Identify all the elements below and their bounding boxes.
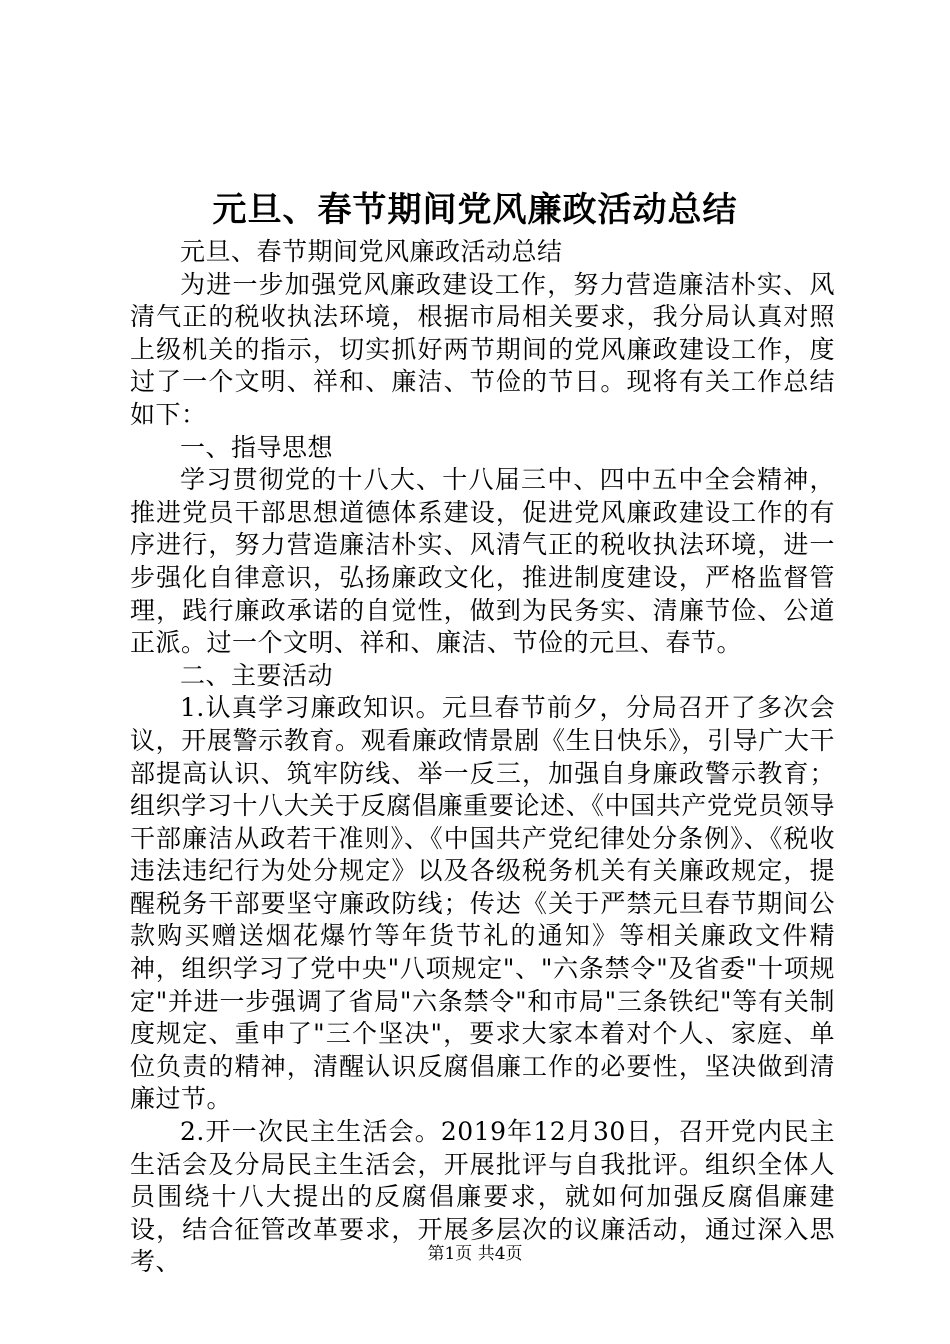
document-title: 元旦、春节期间党风廉政活动总结	[212, 190, 738, 230]
body-paragraph-guiding-thought: 学习贯彻党的十八大、十八届三中、四中五中全会精神，推进党员干部思想道德体系建设，促进党风廉政建设工作的有序进行，努力营造廉洁朴实、风清气正的税收执法环境，进一步强化自律意识，弘扬廉政文化，推进制度建设，严格监督管理，践行廉政承诺的自觉性，做到为民务实、清廉节俭、公道正派。过一个文明、祥和、廉洁、节俭的元旦、春节。	[130, 465, 835, 658]
body-paragraph-activity-2: 2.开一次民主生活会。2019年12月30日，召开党内民主生活会及分局民主生活会，开展批评与自我批评。组织全体人员围绕十八大提出的反腐倡廉要求，就如何加强反腐倡廉建设，结合征管改革要求，开展多层次的议廉活动，通过深入思考、	[130, 1117, 835, 1277]
body-paragraph-intro: 为进一步加强党风廉政建设工作，努力营造廉洁朴实、风清气正的税收执法环境，根据市局相关要求，我分局认真对照上级机关的指示，切实抓好两节期间的党风廉政建设工作，度过了一个文明、祥和、廉洁、节俭的节日。现将有关工作总结如下：	[130, 269, 835, 429]
document-body	[130, 236, 835, 1279]
body-paragraph-subtitle: 元旦、春节期间党风廉政活动总结	[180, 237, 563, 266]
section-heading-guiding-thought: 一、指导思想	[180, 432, 334, 462]
page-number-footer: 第1页 共4页	[427, 1244, 523, 1264]
body-paragraph-activity-1: 1.认真学习廉政知识。元旦春节前夕，分局召开了多次会议，开展警示教育。观看廉政情景剧《生日快乐》，引导广大干部提高认识、筑牢防线、举一反三，加强自身廉政警示教育；组织学习十八大关于反腐倡廉重要论述、《中国共产党党员领导干部廉洁从政若干准则》、《中国共产党纪律处分条例》、《税收违法违纪行为处分规定》以及各级税务机关有关廉政规定，提醒税务干部要坚守廉政防线；传达《关于严禁元旦春节期间公款购买赠送烟花爆竹等年货节礼的通知》等相关廉政文件精神，组织学习了党中央"八项规定"、"六条禁令"及省委"十项规定"并进一步强调了省局"六条禁令"和市局"三条铁纪"等有关制度规定、重申了"三个坚决"，要求大家本着对个人、家庭、单位负责的精神，清醒认识反腐倡廉工作的必要性，坚决做到清廉过节。	[130, 693, 835, 1114]
section-heading-main-activities: 二、主要活动	[180, 660, 334, 690]
